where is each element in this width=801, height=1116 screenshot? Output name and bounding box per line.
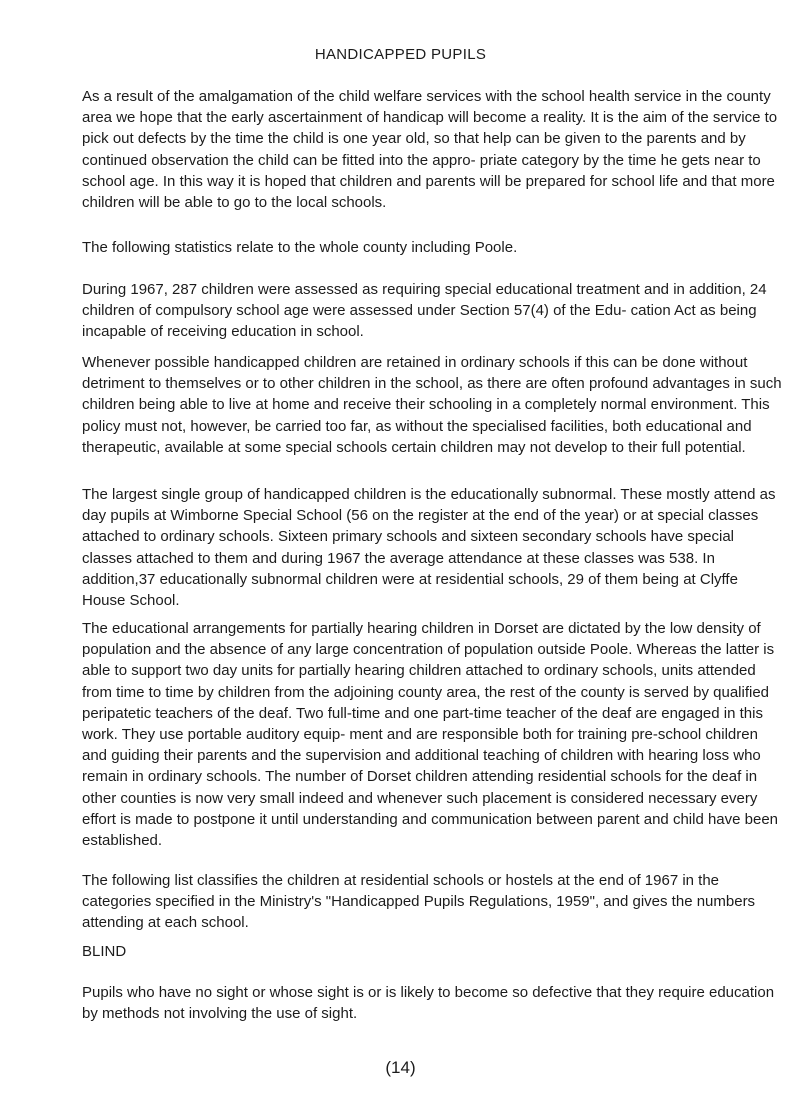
paragraph-blind-definition: Pupils who have no sight or whose sight is or is likely to become so defective that they require education by methods not involving the use of sight. — [82, 984, 775, 1023]
paragraph-statistics-intro: The following statistics relate to the whole county including Poole. — [82, 239, 518, 256]
paragraph-ordinary-schools: Whenever possible handicapped children are retained in ordinary schools if this can be done without detriment to themselves or to other children in the school, as there are often profound advantages in such children being able to live at home and receive their schooling in a completely normal environment. This policy must not, however, be carried too far, as without the specialised facilities, both educational and therapeutic, available at some special schools certain children may not develop to their full potential. — [82, 354, 782, 456]
page-title: HANDICAPPED PUPILS — [314, 46, 487, 63]
paragraph-educationally-subnormal: The largest single group of handicapped children is the educationally subnormal. These mostly attend as day pupils at Wimborne Special School (56 on the register at the end of the year) or at special classes attached to ordinary schools. Sixteen primary schools and sixteen secondary schools have special classes attached to them and during 1967 the average attendance at these classes was 538. In addition,37 educationally subnormal children were at residential schools, 29 of them being at Clyffe House School. — [82, 486, 776, 610]
paragraph-assessments-1967: During 1967, 287 children were assessed as requiring special educational treatment and in addition, 24 children of compulsory school age were assessed under Section 57(4) of the Edu- cation Act as being incapable of receiving education in school. — [82, 281, 767, 341]
page-number: (14) — [385, 1058, 416, 1077]
paragraph-partially-hearing: The educational arrangements for partially hearing children in Dorset are dictated by the low density of population and the absence of any large concentration of population outside Poole. Whereas the latter is able to support two day units for partially hearing children attached to ordinary schools, units attended from time to time by children from the adjoining county area, the rest of the county is served by qualified peripatetic teachers of the deaf. Two full-time and one part-time teacher of the deaf are engaged in this work. They use portable auditory equip- ment and are responsible both for training pre-school children and guiding their parents and the supervision and additional teaching of children with hearing loss who remain in ordinary schools. The number of Dorset children attending residential schools for the deaf in other counties is now very small indeed and whenever such placement is considered necessary every effort is made to postpone it until understanding and communication between parent and child have been established. — [82, 620, 779, 850]
section-heading-blind: BLIND — [82, 943, 127, 960]
paragraph-residential-list-intro: The following list classifies the children at residential schools or hostels at the end of 1967 in the categories specified in the Ministry's "Handicapped Pupils Regulations, 1959", and gives the numbers attending at each school. — [82, 872, 756, 932]
paragraph-amalgamation: As a result of the amalgamation of the child welfare services with the school health service in the county area we hope that the early ascertainment of handicap will become a reality. It is the aim of the service to pick out defects by the time the child is one year old, so that help can be given to the parents and by continued observation the child can be fitted into the appro- priate category by the time he gets near to school age. In this way it is hoped that children and parents will be prepared for school life and that more children will be able to go to the local schools. — [82, 88, 778, 212]
